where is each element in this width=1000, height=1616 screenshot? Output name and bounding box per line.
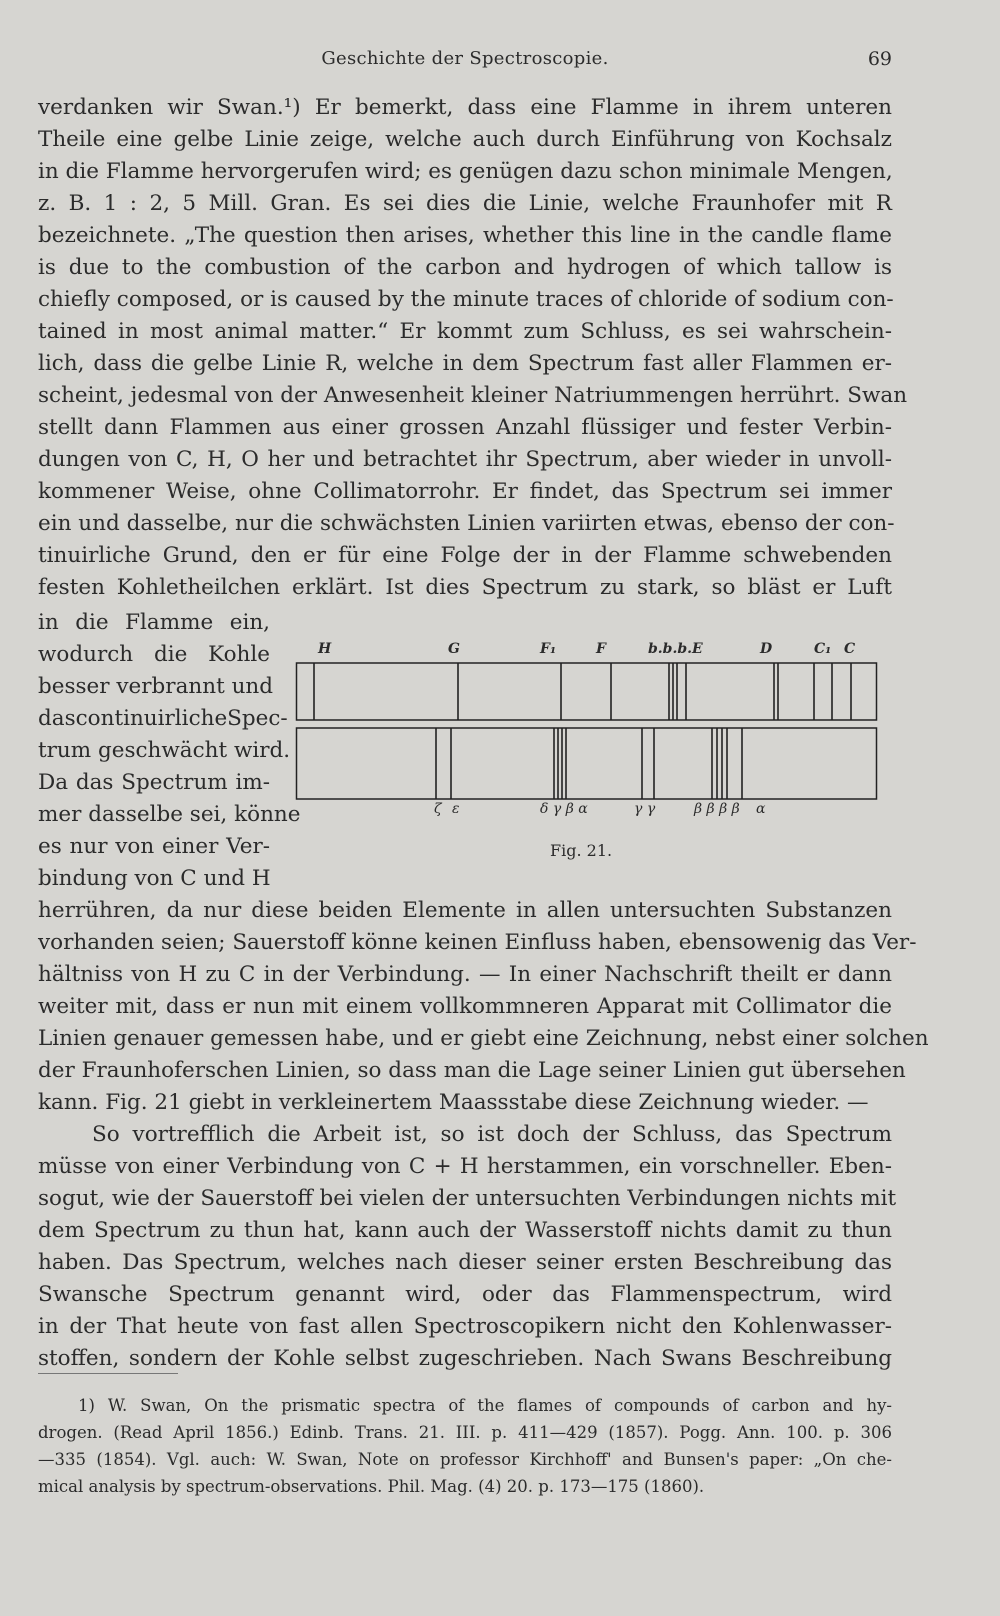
text-line: kommener Weise, ohne Collimatorrohr. Er findet, das Spectrum sei immer — [38, 479, 892, 504]
text-line: in die Flamme hervorgerufen wird; es genügen dazu schon minimale Mengen, — [38, 159, 893, 184]
line-label-alpha: α — [756, 801, 766, 817]
text-line: trum geschwächt wird. — [38, 738, 291, 763]
page-header — [38, 48, 892, 78]
spectrum-figure — [296, 641, 879, 877]
footnote-line: drogen. (Read April 1856.) Edinb. Trans. 21. III. p. 411—429 (1857). Pogg. Ann. 100. p. 306 — [38, 1423, 892, 1442]
text-line: ein und dasselbe, nur die schwächsten Linien variirten etwas, ebenso der con- — [38, 511, 895, 536]
line-label-d: D — [760, 641, 773, 657]
text-line: mer dasselbe sei, könne — [38, 802, 301, 827]
text-line: Swansche Spectrum genannt wird, oder das Flammenspectrum, wird — [38, 1282, 892, 1307]
text-line: bezeichnete. „The question then arises, whether this line in the candle flame — [38, 223, 892, 248]
text-line: dem Spectrum zu thun hat, kann auch der Wasserstoff nichts damit zu thun — [38, 1218, 892, 1243]
text-line: wodurch die Kohle — [38, 642, 270, 667]
line-label-bbbe: b.b.b.E — [648, 641, 703, 657]
line-label-zeta: ζ — [434, 801, 442, 817]
footnotes — [38, 1392, 892, 1500]
line-label-h: H — [318, 641, 332, 657]
flame-line-labels — [296, 801, 879, 823]
spectrum-diagram — [296, 659, 879, 819]
text-line: tinuirliche Grund, den er für eine Folge der in der Flamme schwebenden — [38, 543, 892, 568]
text-line: z. B. 1 : 2, 5 Mill. Gran. Es sei dies die Linie, welche Fraunhofer mit R — [38, 191, 892, 216]
page-number: 69 — [867, 48, 892, 70]
text-line: haben. Das Spectrum, welches nach dieser seiner ersten Beschreibung das — [38, 1250, 892, 1275]
paragraph-1 — [38, 92, 908, 604]
footnote-line: mical analysis by spectrum-observations. Phil. Mag. (4) 20. p. 173—175 (1860). — [38, 1477, 705, 1496]
footnote-line: 1) W. Swan, On the prismatic spectra of the flames of compounds of carbon and hy- — [78, 1396, 892, 1415]
text-line: So vortrefflich die Arbeit ist, so ist doch der Schluss, das Spectrum — [92, 1122, 892, 1147]
text-line: Linien genauer gemessen habe, und er giebt eine Zeichnung, nebst einer solchen — [38, 1026, 929, 1051]
flame-spectrum-box — [297, 728, 877, 799]
text-line: besser verbrannt und — [38, 674, 274, 699]
text-line: bindung von C und H — [38, 866, 271, 891]
line-label-delta-group: δ γ β α — [540, 801, 588, 817]
text-line: der Fraunhoferschen Linien, so dass man die Lage seiner Linien gut übersehen — [38, 1058, 906, 1083]
text-line: es nur von einer Ver- — [38, 834, 270, 859]
figure-caption: Fig. 21. — [550, 841, 613, 860]
text-line: kann. Fig. 21 giebt in verkleinertem Maassstabe diese Zeichnung wieder. — — [38, 1090, 869, 1115]
line-label-gamma-group: γ γ — [634, 801, 656, 817]
text-line: is due to the combustion of the carbon and hydrogen of which tallow is — [38, 255, 892, 280]
text-line: herrühren, da nur diese beiden Elemente in allen untersuchten Substanzen — [38, 898, 892, 923]
line-label-c: C — [844, 641, 856, 657]
line-label-f1: F₁ — [540, 641, 557, 657]
footnote-line: —335 (1854). Vgl. auch: W. Swan, Note on professor Kirchhoff' and Bunsen's paper: „On che- — [38, 1450, 892, 1469]
text-line: Da das Spectrum im- — [38, 770, 270, 795]
wrapped-text-column — [38, 607, 301, 895]
line-label-f: F — [596, 641, 606, 657]
text-line: in der That heute von fast allen Spectroscopikern nicht den Kohlenwasser- — [38, 1314, 892, 1339]
footnote-divider — [38, 1373, 178, 1374]
paragraph-2 — [38, 895, 929, 1375]
line-label-c1: C₁ — [814, 641, 832, 657]
text-line: sogut, wie der Sauerstoff bei vielen der untersuchten Verbindungen nichts mit — [38, 1186, 897, 1211]
line-label-g: G — [448, 641, 460, 657]
line-label-beta-group: β β β β — [694, 801, 740, 817]
text-line: stoffen, sondern der Kohle selbst zugeschrieben. Nach Swans Beschreibung — [38, 1346, 892, 1371]
text-line: lich, dass die gelbe Linie R, welche in dem Spectrum fast aller Flammen er- — [38, 351, 892, 376]
text-line: verdanken wir Swan.¹) Er bemerkt, dass eine Flamme in ihrem unteren — [38, 95, 892, 120]
text-line: tained in most animal matter.“ Er kommt zum Schluss, es sei wahrschein- — [38, 319, 892, 344]
flame-lines — [436, 728, 742, 799]
solar-spectrum-box — [297, 663, 877, 720]
line-label-epsilon: ε — [452, 801, 460, 817]
text-line: dascontinuirlicheSpec- — [38, 706, 288, 731]
text-line: chiefly composed, or is caused by the minute traces of chloride of sodium con- — [38, 287, 894, 312]
fraunhofer-lines — [314, 663, 851, 720]
text-line: scheint, jedesmal von der Anwesenheit kleiner Natriummengen herrührt. Swan — [38, 383, 908, 408]
text-line: dungen von C, H, O her und betrachtet ihr Spectrum, aber wieder in unvoll- — [38, 447, 892, 472]
text-line: hältniss von H zu C in der Verbindung. — In einer Nachschrift theilt er dann — [38, 962, 892, 987]
text-line: vorhanden seien; Sauerstoff könne keinen Einfluss haben, ebensowenig das Ver- — [38, 930, 917, 955]
text-line: müsse von einer Verbindung von C + H herstammen, ein vorschneller. Eben- — [38, 1154, 892, 1179]
running-title: Geschichte der Spectroscopie. — [321, 48, 609, 69]
text-line: in die Flamme ein, — [38, 610, 270, 635]
text-line: weiter mit, dass er nun mit einem vollkommneren Apparat mit Collimator die — [38, 994, 892, 1019]
text-line: stellt dann Flammen aus einer grossen Anzahl flüssiger und fester Verbin- — [38, 415, 892, 440]
text-line: Theile eine gelbe Linie zeige, welche auch durch Einführung von Kochsalz — [38, 127, 892, 152]
text-line: festen Kohletheilchen erklärt. Ist dies Spectrum zu stark, so bläst er Luft — [38, 575, 892, 600]
